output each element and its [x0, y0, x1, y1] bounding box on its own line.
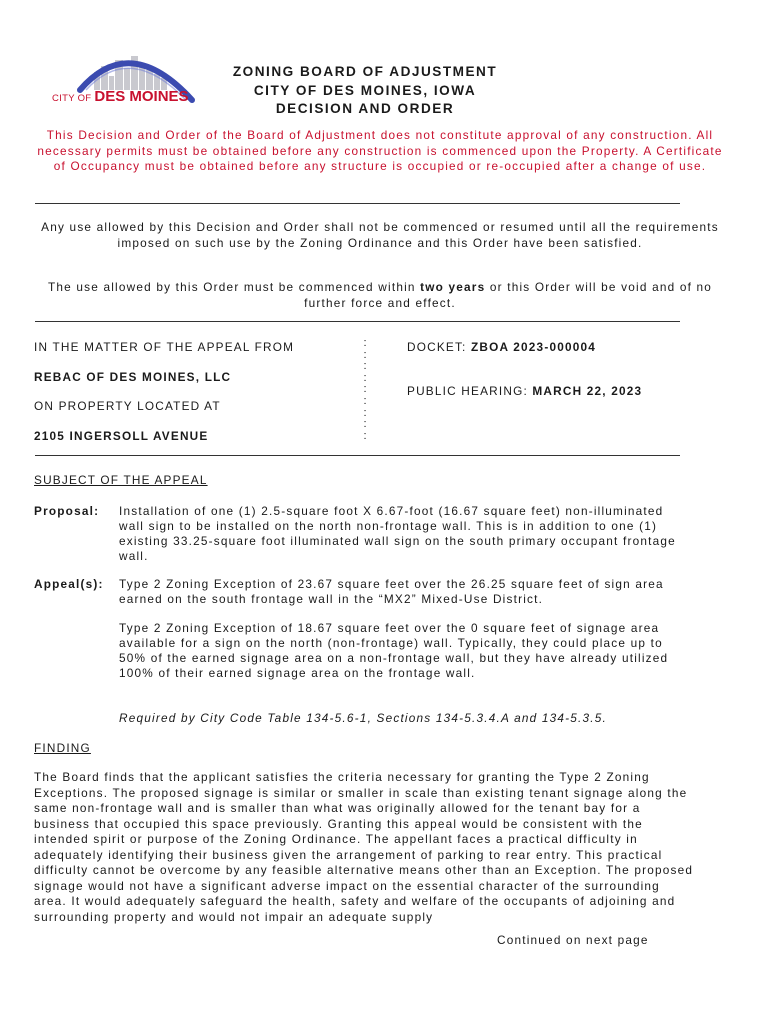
logo-wordmark	[52, 88, 189, 105]
appeal-from-label: IN THE MATTER OF THE APPEAL FROM	[34, 340, 295, 354]
finding-text: The Board finds that the applicant satisfies the criteria necessary for granting the Type 2 Zoning Exceptions. The proposed signage is similar or smaller in scale than existing tenant signage along the same non-frontage wall and is smaller than what was originally allowed for the tenant bay for a business that occupied this space previously. Granting this appeal would be consistent with the intended spirit or purpose of the Zoning Ordinance. The appellant faces a practical difficulty in adequately identifying their business given the arrangement of parking to rear entry. This practical difficulty cannot be overcome by any feasible alternative means other than an Exception. The proposed signage would not have a significant adverse impact on the essential character of the surrounding area. It would adequately safeguard the health, safety and welfare of the occupants of adjoining and surrounding property and would not impair an adequate supply	[34, 770, 694, 924]
divider-2	[35, 321, 680, 322]
title-line-3: DECISION AND ORDER	[275, 101, 455, 116]
title-line-1: ZONING BOARD OF ADJUSTMENT	[232, 64, 498, 79]
colon: :	[363, 360, 367, 373]
use-allowed-notice: Any use allowed by this Decision and Order shall not be commenced or resumed until all the requirements imposed on such use by the Zoning Ordinance and this Order have been satisfied.	[41, 220, 719, 250]
divider-1	[35, 203, 680, 204]
colon: :	[363, 394, 367, 407]
appeal-text-1: Type 2 Zoning Exception of 23.67 square feet over the 26.25 square feet of sign area earned on the south frontage wall in the “MX2” Mixed-Use District.	[119, 577, 664, 606]
hearing-value: MARCH 22, 2023	[532, 384, 643, 398]
logo-prefix: CITY OF	[52, 93, 92, 104]
colon-separator	[360, 338, 370, 442]
commencement-text-end: or this Order will be void and of no further force and effect.	[304, 280, 713, 310]
docket-number	[407, 340, 596, 354]
colon: :	[363, 418, 367, 431]
city-logo	[50, 50, 200, 108]
colon: :	[363, 337, 367, 349]
colon: :	[363, 429, 367, 442]
commencement-text-start: The use allowed by this Order must be commenced within	[47, 280, 421, 294]
property-address: 2105 INGERSOLL AVENUE	[34, 429, 209, 443]
code-reference: Required by City Code Table 134-5.6-1, Sections 134-5.3.4.A and 134-5.3.5.	[119, 711, 607, 725]
colon: :	[363, 383, 367, 396]
docket-label: DOCKET:	[407, 340, 472, 354]
property-label: ON PROPERTY LOCATED AT	[34, 399, 221, 413]
appeal-text-2: Type 2 Zoning Exception of 18.67 square feet over the 0 square feet of signage area available for a sign on the north (non-frontage) wall. Typically, they could place up to 50% of the earned signage area on a non-frontage wall, but they have already utilized 100% of their earned signage area on the frontage wall.	[119, 621, 669, 680]
divider-3	[35, 455, 680, 456]
construction-notice: This Decision and Order of the Board of Adjustment does not constitute approval of any construction. All necessary permits must be obtained before any construction is commenced upon the Property. A Certificate of Occupancy must be obtained before any structure is occupied or re-occupied after a change of use.	[37, 128, 723, 173]
colon: :	[363, 371, 367, 384]
logo-name: DES MOINES	[94, 88, 189, 105]
appeals-label: Appeal(s):	[34, 577, 104, 591]
colon: :	[363, 406, 367, 419]
docket-value: ZBOA 2023-000004	[471, 340, 597, 354]
continued-note: Continued on next page	[497, 933, 649, 947]
finding-heading: FINDING	[34, 741, 91, 755]
subject-heading: SUBJECT OF THE APPEAL	[34, 473, 208, 487]
hearing-label: PUBLIC HEARING:	[407, 384, 533, 398]
document-title	[200, 63, 530, 119]
title-line-2: CITY OF DES MOINES, IOWA	[253, 82, 477, 98]
proposal-text: Installation of one (1) 2.5-square foot X 6.67-foot (16.67 square feet) non-illuminated wall sign to be installed on the north non-frontage wall. This is in addition to one (1) existing 33.25-square foot illuminated wall sign on the south primary occupant frontage wall.	[119, 504, 676, 563]
applicant-name: REBAC OF DES MOINES, LLC	[34, 370, 232, 384]
commencement-period: two years	[420, 280, 486, 294]
proposal-label: Proposal:	[34, 504, 100, 518]
commencement-notice	[30, 280, 730, 311]
public-hearing-date	[407, 384, 642, 398]
colon: :	[363, 348, 367, 361]
